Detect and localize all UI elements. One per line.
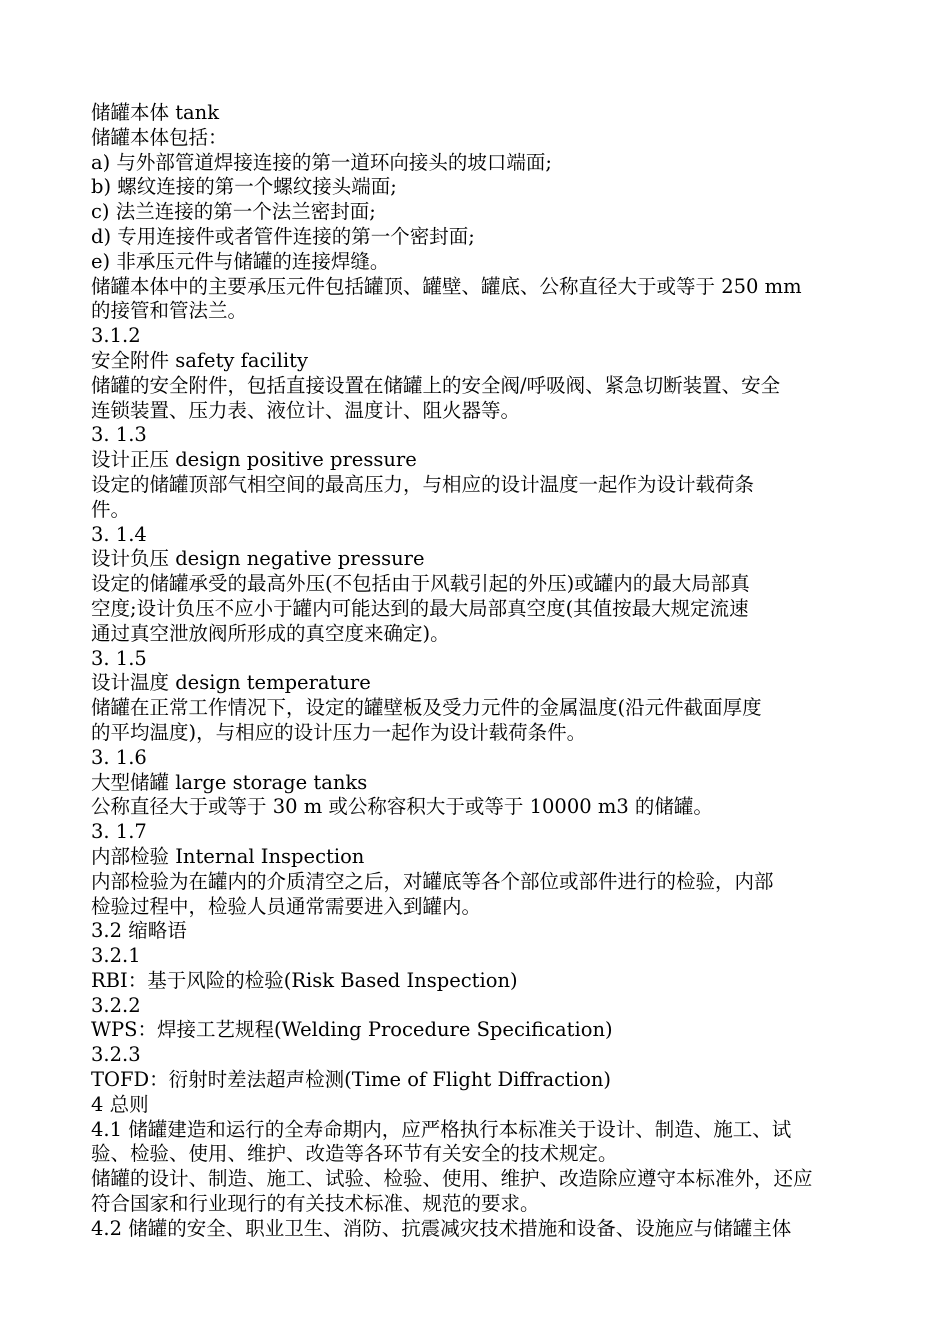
text-line: 设定的储罐顶部气相空间的最高压力，与相应的设计温度一起作为设计载荷条 xyxy=(91,472,755,496)
abbreviation: WPS：焊接工艺规程(Welding Procedure Specification) xyxy=(91,1018,613,1042)
abbreviation: RBI：基于风险的检验(Risk Based Inspection) xyxy=(91,968,518,992)
list-item: d) 专用连接件或者管件连接的第一个密封面; xyxy=(91,224,475,248)
text-line: 储罐的设计、制造、施工、试验、检验、使用、维护、改造除应遵守本标准外，还应 xyxy=(91,1167,813,1191)
document-body xyxy=(91,101,863,1242)
text-line: 设定的储罐承受的最高外压(不包括由于风载引起的外压)或罐内的最大局部真 xyxy=(91,572,750,596)
section-number: 3. 1.3 xyxy=(91,423,147,447)
section-heading: 3.2 缩略语 xyxy=(91,919,187,943)
term-heading: 安全附件 safety facility xyxy=(91,348,308,372)
section-number: 3. 1.7 xyxy=(91,820,147,844)
text-line: 件。 xyxy=(91,497,131,521)
text-line: 储罐本体包括： xyxy=(91,125,228,149)
list-item: e) 非承压元件与储罐的连接焊缝。 xyxy=(91,249,390,273)
list-item: c) 法兰连接的第一个法兰密封面; xyxy=(91,200,376,224)
list-item: a) 与外部管道焊接连接的第一道环向接头的坡口端面; xyxy=(91,150,553,174)
text-line: 储罐的安全附件，包括直接设置在储罐上的安全阀/呼吸阀、紧急切断装置、安全 xyxy=(91,373,781,397)
section-heading: 4 总则 xyxy=(91,1092,149,1116)
section-number: 3. 1.5 xyxy=(91,646,147,670)
text-line: 4.1 储罐建造和运行的全寿命期内，应严格执行本标准关于设计、制造、施工、试 xyxy=(91,1117,792,1141)
section-number: 3.2.3 xyxy=(91,1043,141,1067)
text-line: 公称直径大于或等于 30 m 或公称容积大于或等于 10000 m3 的储罐。 xyxy=(91,795,713,819)
text-line: 储罐在正常工作情况下，设定的罐壁板及受力元件的金属温度(沿元件截面厚度 xyxy=(91,696,762,720)
section-number: 3.2.2 xyxy=(91,993,141,1017)
text-line: 的平均温度)，与相应的设计压力一起作为设计载荷条件。 xyxy=(91,720,587,744)
text-line: 验、检验、使用、维护、改造等各环节有关安全的技术规定。 xyxy=(91,1142,618,1166)
text-line: 储罐本体 tank xyxy=(91,101,220,124)
text-line: 符合国家和行业现行的有关技术标准、规范的要求。 xyxy=(91,1192,540,1216)
term-heading: 大型储罐 large storage tanks xyxy=(91,770,368,794)
term-heading: 设计负压 design negative pressure xyxy=(91,547,425,571)
list-item: b) 螺纹连接的第一个螺纹接头端面; xyxy=(91,175,397,199)
text-line: 通过真空泄放阀所形成的真空度来确定)。 xyxy=(91,621,450,645)
section-number: 3. 1.6 xyxy=(91,745,147,769)
term-heading: 设计正压 design positive pressure xyxy=(91,448,417,472)
term-heading: 内部检验 Internal Inspection xyxy=(91,844,365,868)
text-line: 的接管和管法兰。 xyxy=(91,299,248,323)
text-line: 空度;设计负压不应小于罐内可能达到的最大局部真空度(其值按最大规定流速 xyxy=(91,596,749,620)
section-number: 3. 1.4 xyxy=(91,522,147,546)
text-line: 检验过程中，检验人员通常需要进入到罐内。 xyxy=(91,894,482,918)
text-line: 连锁装置、压力表、液位计、温度计、阻火器等。 xyxy=(91,398,521,422)
text-line: 内部检验为在罐内的介质清空之后，对罐底等各个部位或部件进行的检验，内部 xyxy=(91,869,774,893)
text-line: 4.2 储罐的安全、职业卫生、消防、抗震减灾技术措施和设备、设施应与储罐主体 xyxy=(91,1216,792,1240)
section-number: 3.1.2 xyxy=(91,324,141,348)
text-line: 储罐本体中的主要承压元件包括罐顶、罐壁、罐底、公称直径大于或等于 250 mm xyxy=(91,274,802,298)
abbreviation: TOFD：衍射时差法超声检测(Time of Flight Diffraction) xyxy=(91,1068,612,1092)
section-number: 3.2.1 xyxy=(91,944,141,968)
term-heading: 设计温度 design temperature xyxy=(91,671,371,695)
